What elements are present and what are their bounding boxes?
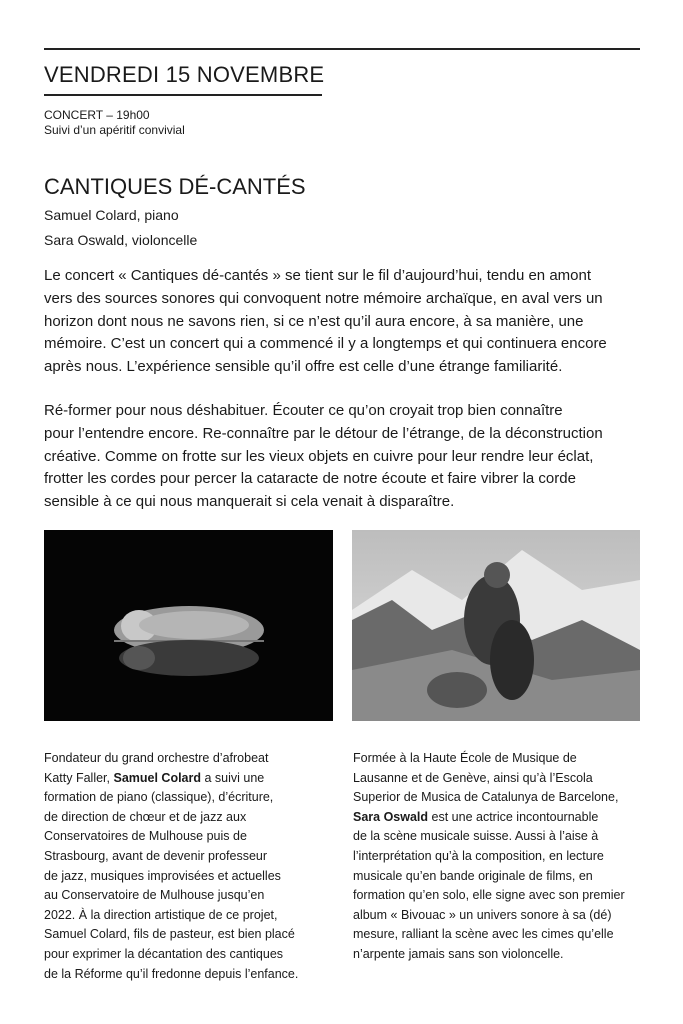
- text-line: horizon dont nous ne savons rien, si ce n’est qu’il aura encore, à sa manière, une: [44, 312, 584, 330]
- text-line: de la Réforme qu’il fredonne depuis l’enfance.: [44, 966, 299, 981]
- event-note: Suivi d’un apéritif convivial: [44, 123, 185, 137]
- photo-samuel-colard: [44, 530, 333, 721]
- text-span: Katty Faller,: [44, 770, 114, 785]
- text-line: n’arpente jamais sans son violoncelle.: [353, 946, 564, 961]
- text-line: Lausanne et de Genève, ainsi qu’à l’Escola: [353, 770, 593, 785]
- text-span: est une actrice incontournable: [428, 809, 599, 824]
- top-rule: [44, 48, 640, 50]
- text-line: de la scène musicale suisse. Aussi à l’aise à: [353, 829, 599, 844]
- heading-underline: [44, 94, 322, 96]
- text-line: frotter les cordes pour percer la cataracte de notre écoute et faire vibrer la corde: [44, 470, 576, 488]
- text-line: Fondateur du grand orchestre d’afrobeat: [44, 751, 269, 765]
- text-line: pour l’entendre encore. Re-connaître par le détour de l’étrange, de la déconstruction: [44, 424, 603, 442]
- performers: [44, 203, 197, 253]
- bio-sara-oswald: [353, 749, 625, 965]
- text-line: au Conservatoire de Mulhouse jusqu’en: [44, 888, 265, 903]
- text-line: mémoire. C’est un concert qui a commencé il y a longtemps et qui continuera encore: [44, 335, 607, 353]
- text-line: Superior de Musica de Catalunya de Barcelone,: [353, 790, 619, 805]
- text-line: mesure, ralliant la scène avec les cimes qu’elle: [353, 927, 614, 942]
- date-heading: VENDREDI 15 NOVEMBRE: [44, 62, 325, 87]
- text-line: pour exprimer la décantation des cantiques: [44, 946, 284, 961]
- text-line: de jazz, musiques improvisées et actuelles: [44, 868, 281, 883]
- event-type: CONCERT – 19h00: [44, 108, 150, 122]
- text-line: Ré-former pour nous déshabituer. Écouter ce qu’on croyait trop bien connaître: [44, 402, 563, 419]
- text-line: album « Bivouac » un univers sonore à sa (dé): [353, 907, 612, 922]
- paragraph-2: [44, 400, 603, 514]
- text-line: musicale qu’en bande originale de films, en: [353, 868, 593, 883]
- text-span: a suivi une: [201, 770, 265, 785]
- bio-samuel-colard: [44, 749, 298, 984]
- text-line: 2022. À la direction artistique de ce projet,: [44, 907, 278, 922]
- text-line: Samuel Colard, fils de pasteur, est bien placé: [44, 927, 295, 942]
- photo-sara-oswald: [352, 530, 640, 721]
- artist-name: Sara Oswald: [353, 809, 429, 824]
- text-line: [44, 769, 298, 789]
- text-line: [353, 808, 625, 828]
- text-line: Conservatoires de Mulhouse puis de: [44, 829, 247, 844]
- concert-title: CANTIQUES DÉ-CANTÉS: [44, 174, 306, 199]
- text-line: de direction de chœur et de jazz aux: [44, 809, 247, 824]
- text-line: Le concert « Cantiques dé-cantés » se tient sur le fil d’aujourd’hui, tendu en amont: [44, 267, 592, 284]
- text-line: formation de piano (classique), d’écriture,: [44, 790, 274, 805]
- text-line: vers des sources sonores qui convoquent notre mémoire archaïque, en aval vers un: [44, 289, 603, 307]
- text-line: l’interprétation qu’à la composition, en lecture: [353, 848, 604, 863]
- artist-name: Samuel Colard: [113, 770, 202, 785]
- text-line: après nous. L’expérience sensible qu’il offre est celle d’une étrange familiarité.: [44, 358, 563, 376]
- performer: Samuel Colard, piano: [44, 207, 179, 223]
- text-line: Formée à la Haute École de Musique de: [353, 751, 577, 765]
- paragraph-1: [44, 265, 607, 379]
- text-line: créative. Comme on frotte sur les vieux objets en cuivre pour leur rendre leur éclat,: [44, 447, 594, 465]
- text-line: Strasbourg, avant de devenir professeur: [44, 848, 268, 863]
- text-line: formation qu’en solo, elle signe avec son premier: [353, 888, 625, 903]
- performer: Sara Oswald, violoncelle: [44, 232, 198, 248]
- text-line: sensible à ce qui nous manquerait si cela venait à disparaître.: [44, 493, 455, 511]
